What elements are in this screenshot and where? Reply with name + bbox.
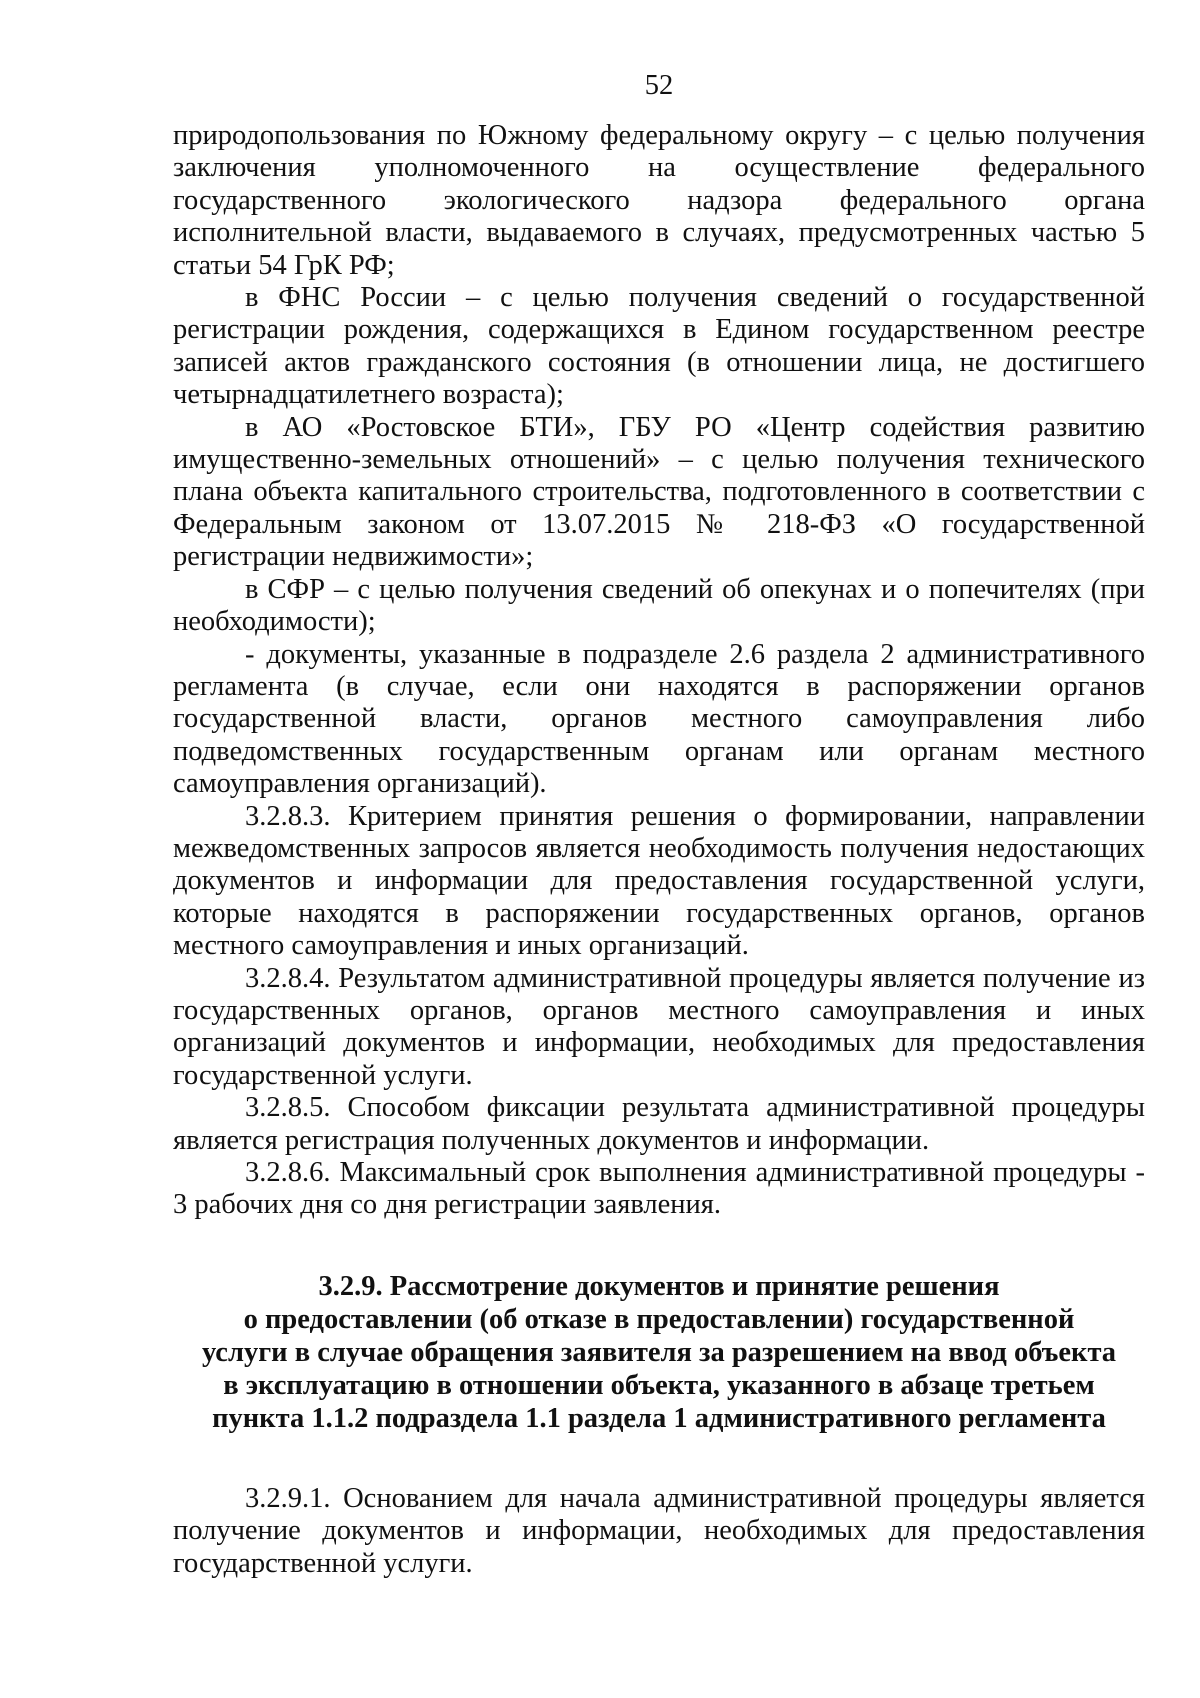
- document-page: [173, 70, 1145, 1580]
- section-heading-line: услуги в случае обращения заявителя за разрешением на ввод объекта: [201, 1336, 1117, 1368]
- paragraph: - документы, указанные в подразделе 2.6 раздела 2 административного регламента (в случае, если они находятся в распоряжении органов государственной власти, органов местного самоуправления либо подведомственных государственным органам или органам местного самоуправления организаций).: [173, 638, 1145, 800]
- section-heading-line: пункта 1.1.2 подраздела 1.1 раздела 1 административного регламента: [212, 1402, 1106, 1434]
- section-heading: [173, 1270, 1145, 1435]
- paragraph: 3.2.9.1. Основанием для начала административной процедуры является получение документов и информации, необходимых для предоставления государственной услуги.: [173, 1482, 1145, 1579]
- page-number: 52: [644, 70, 674, 101]
- section-heading-line: в эксплуатацию в отношении объекта, указанного в абзаце третьем: [223, 1369, 1095, 1401]
- paragraph: в ФНС России – с целью получения сведений о государственной регистрации рождения, содержащихся в Едином государственном реестре записей актов гражданского состояния (в отношении лица, не достигшего четырнадцатилетнего возраста);: [173, 282, 1145, 411]
- paragraph: 3.2.8.6. Максимальный срок выполнения административной процедуры - 3 рабочих дня со дня регистрации заявления.: [173, 1157, 1145, 1221]
- paragraph: 3.2.8.5. Способом фиксации результата административной процедуры является регистрация полученных документов и информации.: [173, 1092, 1145, 1156]
- section-heading-line: 3.2.9. Рассмотрение документов и принятие решения: [318, 1270, 1000, 1302]
- paragraph: 3.2.8.3. Критерием принятия решения о формировании, направлении межведомственных запросов является необходимость получения недостающих документов и информации для предоставления государственной услуги, которые находятся в распоряжении государственных органов, органов местного самоуправления и иных организаций.: [173, 800, 1145, 962]
- paragraph: природопользования по Южному федеральному округу – с целью получения заключения уполномоченного на осуществление федерального государственного экологического надзора федерального органа исполнительной власти, выдаваемого в случаях, предусмотренных частью 5 статьи 54 ГрК РФ;: [173, 120, 1145, 281]
- paragraph: 3.2.8.4. Результатом административной процедуры является получение из государственных органов, органов местного самоуправления и иных организаций документов и информации, необходимых для предоставления государственной услуги.: [173, 962, 1145, 1091]
- paragraph: в АО «Ростовское БТИ», ГБУ РО «Центр содействия развитию имущественно-земельных отношений» – с целью получения технического плана объекта капитального строительства, подготовленного в соответствии с Федеральным законом от 13.07.2015 № 218-ФЗ «О государственной регистрации недвижимости»;: [173, 411, 1145, 573]
- section-heading-line: о предоставлении (об отказе в предоставлении) государственной: [243, 1303, 1075, 1335]
- paragraph: в СФР – с целью получения сведений об опекунах и о попечителях (при необходимости);: [173, 573, 1145, 638]
